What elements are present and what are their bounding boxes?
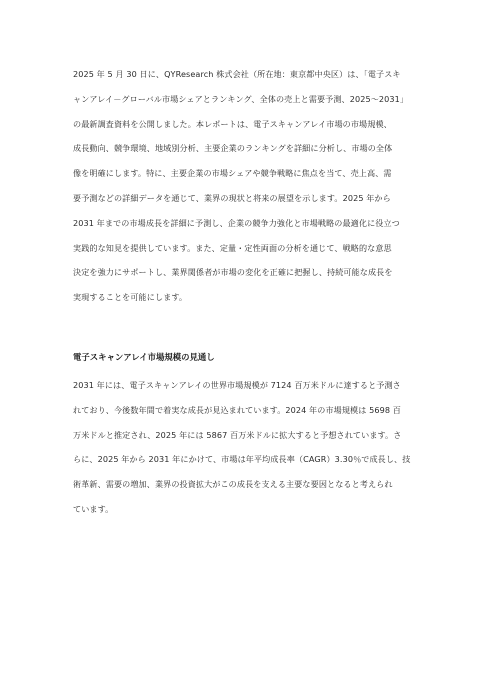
intro-line: ャンアレイ－グローバル市場シェアとランキング、全体の売上と需要予測、2025～2031」 xyxy=(73,93,409,104)
market-line: ています。 xyxy=(73,503,114,514)
intro-line: 2031 年までの市場成長を詳細に予測し、企業の競争力強化と市場戦略の最適化に役立つ xyxy=(73,217,400,228)
intro-line: 決定を強力にサポートし、業界関係者が市場の変化を正確に把握し、持続可能な成長を xyxy=(73,267,393,278)
intro-line: 要予測などの詳細データを通じて、業界の現状と将来の展望を示します。2025 年から xyxy=(73,192,391,203)
intro-line: 2025 年 5 月 30 日に、QYResearch 株式会社（所在地：東京都中央区）は、「電子スキ xyxy=(73,69,401,79)
market-line: れており、今後数年間で着実な成長が見込まれています。2024 年の市場規模は 5698 百 xyxy=(73,404,401,415)
intro-paragraph xyxy=(73,67,411,315)
intro-line: の最新調査資料を公開しました。本レポートは、電子スキャンアレイ市場の市場規模、 xyxy=(73,118,392,129)
market-size-paragraph xyxy=(73,378,411,527)
market-line: 2031 年には、電子スキャンアレイの世界市場規模が 7124 百万米ドルに達すると予測さ xyxy=(73,380,401,390)
market-line: 術革新、需要の増加、業界の投資拡大がこの成長を支える主要な要因となると考えられ xyxy=(73,479,393,490)
intro-line: 像を明確にします。特に、主要企業の市場シェアや競争戦略に焦点を当て、売上高、需 xyxy=(73,168,392,179)
market-line: らに、2025 年から 2031 年にかけて、市場は年平均成長率（CAGR）3.30％で成長し、技 xyxy=(73,454,411,465)
intro-line: 実現することを可能にします。 xyxy=(73,292,188,303)
market-line: 万米ドルと推定され、2025 年には 5867 百万米ドルに拡大すると予想されています。さ xyxy=(73,429,402,440)
section-heading: 電子スキャンアレイ市場規模の見通し xyxy=(73,352,215,362)
intro-line: 成長動向、競争環境、地域別分析、主要企業のランキングを詳細に分析し、市場の全体 xyxy=(73,143,393,154)
intro-line: 実践的な知見を提供しています。また、定量・定性両面の分析を通じて、戦略的な意思 xyxy=(73,242,392,253)
